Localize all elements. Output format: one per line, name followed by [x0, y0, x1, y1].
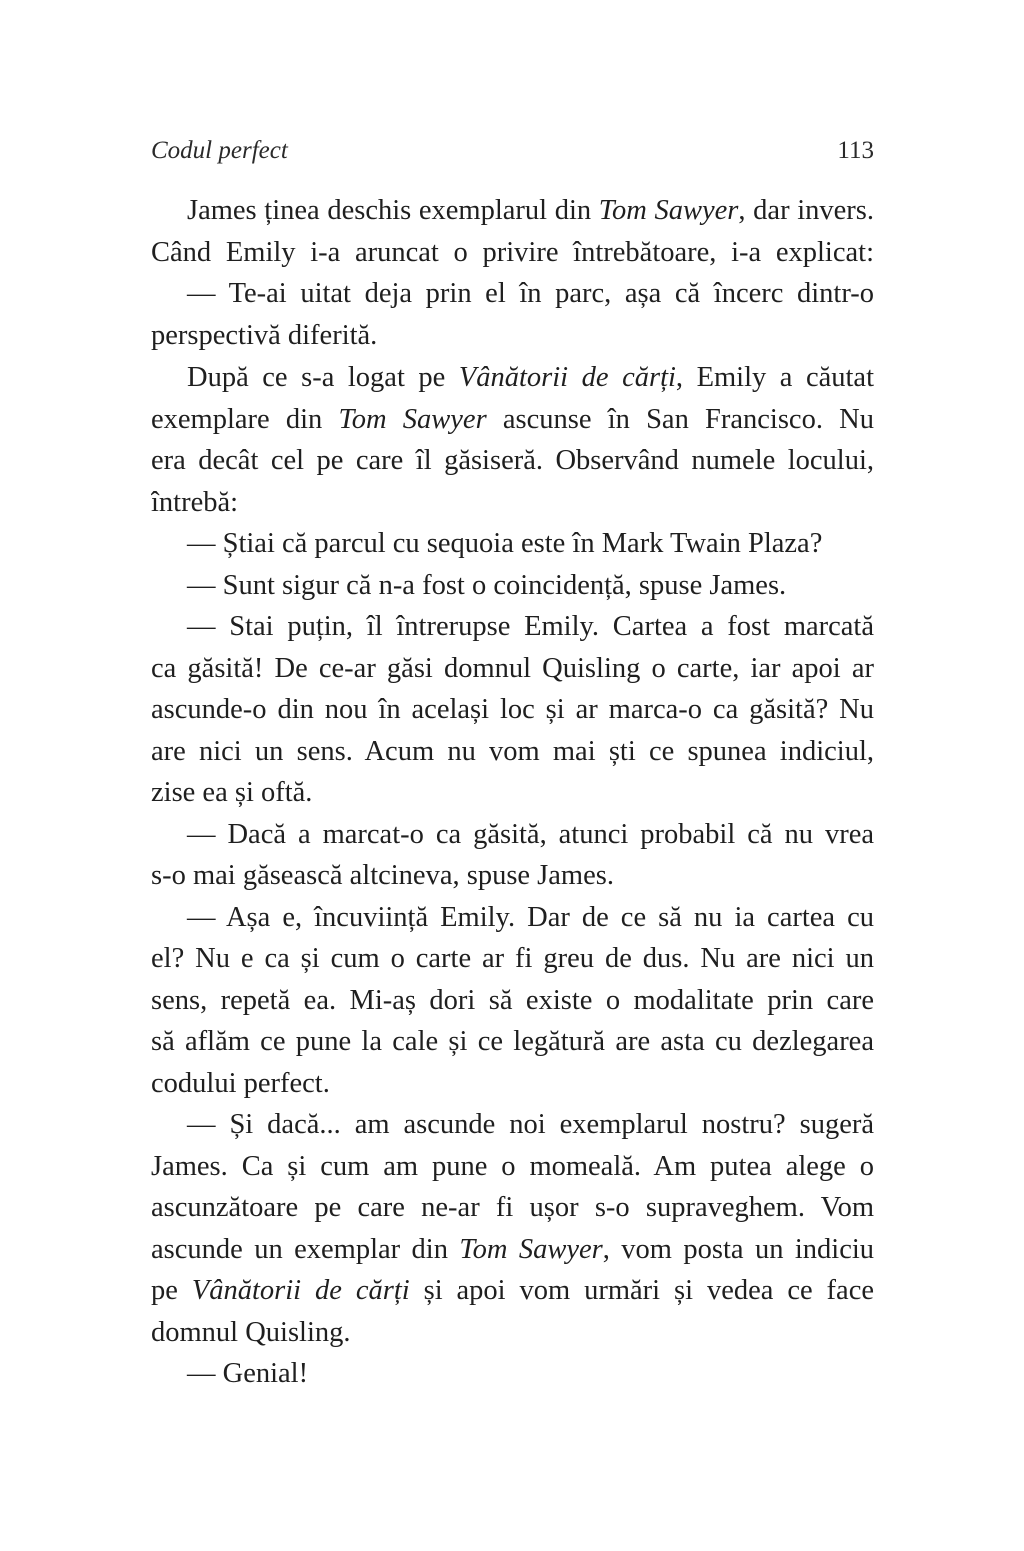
text-line: s-o mai găsească altcineva, spuse James. [151, 860, 614, 891]
running-title: Codul perfect [151, 137, 288, 164]
text-line: James. Ca și cum am pune o momeală. Am putea alege o [151, 1150, 874, 1182]
text-line: domnul Quisling. [151, 1316, 351, 1348]
text-line: ascunde-o din nou în același loc și ar marca-o ca găsită? Nu [151, 694, 874, 725]
page-number: 113 [837, 137, 874, 164]
text-line: ca găsită! De ce-ar găsi domnul Quisling o carte, iar apoi ar [151, 652, 874, 684]
text-line: sens, repetă ea. Mi-aș dori să existe o modalitate prin care [151, 984, 874, 1016]
body-text [151, 190, 874, 1395]
text-line: După ce s-a logat pe Vânătorii de cărți, Emily a căutat [187, 362, 874, 393]
text-line: — Stai puțin, îl întrerupse Emily. Cartea a fost marcată [187, 611, 874, 642]
text-line: pe Vânătorii de cărți și apoi vom urmări și vedea ce face [151, 1275, 874, 1306]
text-line: — Și dacă... am ascunde noi exemplarul nostru? sugeră [187, 1109, 874, 1140]
text-line: ascunde un exemplar din Tom Sawyer, vom posta un indiciu [151, 1233, 874, 1265]
running-header [151, 137, 874, 167]
text-line: era decât cel pe care îl găsiseră. Observând numele locului, [151, 445, 874, 476]
text-line: zise ea și oftă. [151, 777, 313, 808]
text-line: întrebă: [151, 486, 239, 518]
text-line: — Genial! [187, 1358, 309, 1389]
text-line: Când Emily i-a aruncat o privire întrebătoare, i-a explicat: [151, 236, 874, 268]
text-line: — Te-ai uitat deja prin el în parc, așa că încerc dintr-o [187, 278, 874, 309]
text-line: să aflăm ce pune la cale și ce legătură are asta cu dezlegarea [151, 1026, 874, 1057]
text-line: James ținea deschis exemplarul din Tom Sawyer, dar invers. [187, 195, 874, 226]
text-line: el? Nu e ca și cum o carte ar fi greu de dus. Nu are nici un [151, 943, 874, 974]
text-line: exemplare din Tom Sawyer ascunse în San Francisco. Nu [151, 403, 874, 435]
text-line: — Știai că parcul cu sequoia este în Mark Twain Plaza? [187, 528, 823, 559]
text-line: are nici un sens. Acum nu vom mai ști ce spunea indiciul, [151, 735, 874, 767]
text-line: — Sunt sigur că n-a fost o coincidență, spuse James. [187, 569, 787, 601]
text-line: perspectivă diferită. [151, 319, 378, 351]
text-line: ascunzătoare pe care ne-ar fi ușor s-o supraveghem. Vom [151, 1192, 874, 1223]
text-line: — Dacă a marcat-o ca găsită, atunci probabil că nu vrea [187, 818, 874, 850]
text-line: codului perfect. [151, 1067, 330, 1099]
text-line: — Așa e, încuviință Emily. Dar de ce să nu ia cartea cu [187, 901, 874, 933]
